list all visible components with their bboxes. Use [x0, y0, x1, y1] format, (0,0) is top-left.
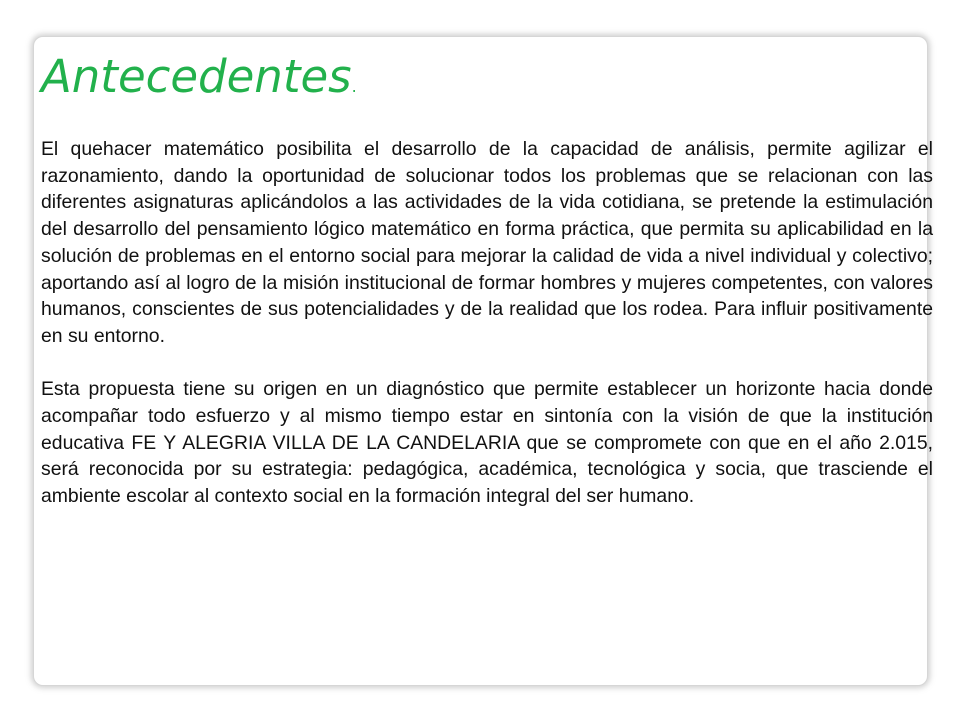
slide-title-mark: . [351, 77, 357, 96]
slide-title [41, 49, 357, 115]
slide-title-text: Antecedentes [41, 50, 352, 103]
body-text [41, 136, 933, 510]
paragraph-antecedentes-2: Esta propuesta tiene su origen en un diagnóstico que permite establecer un horizonte hacia donde acompañar todo esfuerzo y al mismo tiempo estar en sintonía con la visión de que la institución educativa FE Y ALEGRIA VILLA DE LA CANDELARIA que se compromete con que en el año 2.015, será reconocida por su estrategia: pedagógica, académica, tecnológica y socia, que trasciende el ambiente escolar al contexto social en la formación integral del ser humano. [41, 378, 933, 508]
content-card [33, 36, 933, 686]
paragraph-antecedentes-1: El quehacer matemático posibilita el desarrollo de la capacidad de análisis, permite agilizar el razonamiento, dando la oportunidad de solucionar todos los problemas que se relacionan con las diferentes asignaturas aplicándolos a las actividades de la vida cotidiana, se pretende la estimulación del desarrollo del pensamiento lógico matemático en forma práctica, que permita su aplicabilidad en la solución de problemas en el entorno social para mejorar la calidad de vida a nivel individual y colectivo; aportando así al logro de la misión institucional de formar hombres y mujeres competentes, con valores humanos, conscientes de sus potencialidades y de la realidad que los rodea. Para influir positivamente en su entorno. [41, 138, 933, 347]
